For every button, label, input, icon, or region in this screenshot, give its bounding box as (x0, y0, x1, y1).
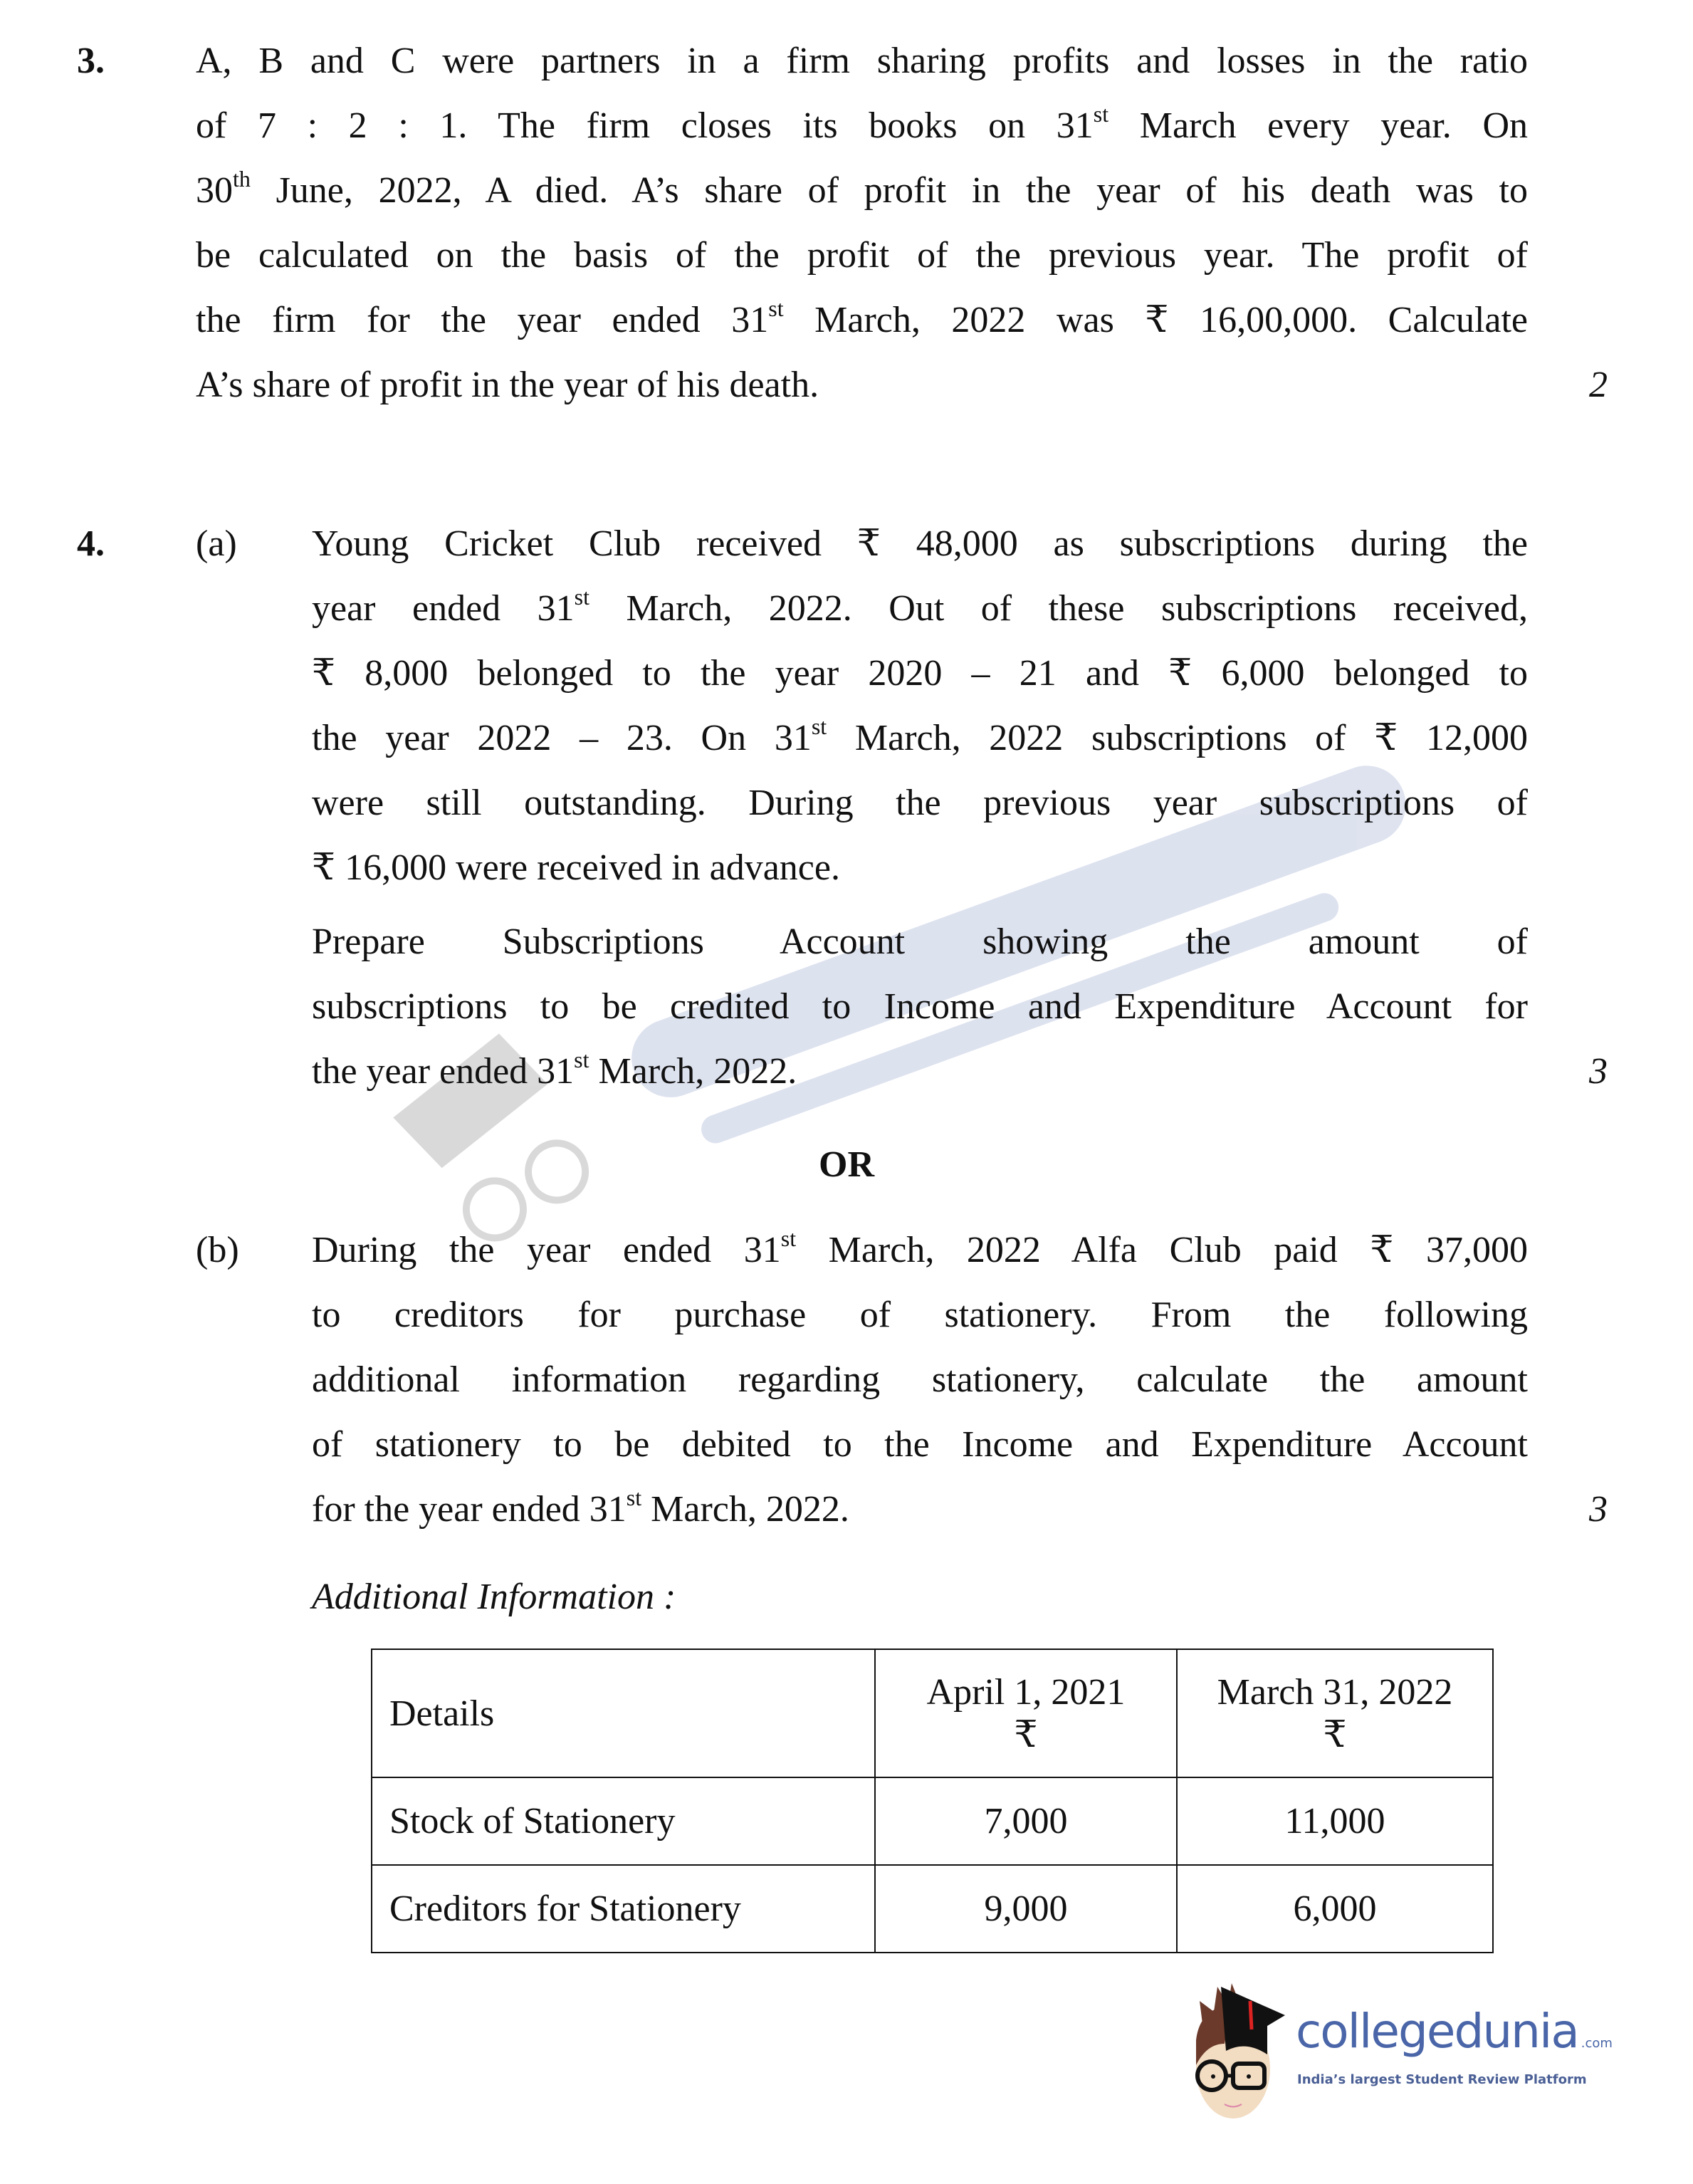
row-value: 9,000 (875, 1865, 1177, 1953)
header-label: April 1, 2021 (926, 1671, 1126, 1713)
ordinal-superscript: st (1093, 101, 1109, 127)
header-march-2022 (1177, 1649, 1493, 1777)
stationery-table (371, 1649, 1494, 1953)
collegedunia-logo (1182, 1973, 1680, 2136)
text-line: to creditors for purchase of stationery. From the following (312, 1295, 1528, 1335)
additional-information-label: Additional Information : (312, 1577, 676, 1617)
table-row (372, 1865, 1493, 1953)
logo-brand-text: collegedunia (1296, 2004, 1578, 2059)
row-value: 7,000 (875, 1777, 1177, 1865)
ordinal-superscript: th (233, 166, 251, 192)
text-line: ₹ 16,000 were received in advance. (312, 847, 840, 888)
text-line: of stationery to be debited to the Income and Expenditure Account (312, 1424, 1528, 1465)
question-3-number: 3. (77, 41, 105, 81)
table-header-row (372, 1649, 1493, 1777)
question-4b-text (312, 1218, 1528, 1542)
header-label: Details (389, 1693, 495, 1734)
text-line: the year ended 31st March, 2022. (312, 1047, 797, 1092)
text-line: the year 2022 – 23. On 31st March, 2022 subscriptions of ₹ 12,000 (312, 714, 1528, 758)
text-line: Young Cricket Club received ₹ 48,000 as subscriptions during the (312, 523, 1528, 564)
text-line: A, B and C were partners in a firm sharing profits and losses in the ratio (196, 41, 1528, 81)
question-4a-label: (a) (196, 523, 237, 564)
text-line: A’s share of profit in the year of his death. (196, 365, 819, 405)
ordinal-superscript: st (768, 296, 784, 321)
text-line: year ended 31st March, 2022. Out of these subscriptions received, (312, 584, 1529, 629)
text-line: of 7 : 2 : 1. The firm closes its books on 31st March every year. On (196, 101, 1528, 146)
question-4a-instruction (312, 909, 1528, 1104)
header-details (372, 1649, 875, 1777)
ordinal-superscript: st (574, 1047, 589, 1072)
row-label: Stock of Stationery (372, 1777, 875, 1865)
text-line: be calculated on the basis of the profit of the previous year. The profit of (196, 235, 1528, 276)
text-line: were still outstanding. During the previous year subscriptions of (312, 783, 1528, 823)
logo-suffix: .com (1581, 2036, 1613, 2051)
header-unit: ₹ (1014, 1714, 1038, 1755)
question-4a-marks: 3 (1589, 1051, 1608, 1092)
question-3-marks: 2 (1589, 365, 1608, 405)
row-value: 11,000 (1177, 1777, 1493, 1865)
or-separator: OR (819, 1144, 874, 1185)
text-line: additional information regarding stationery, calculate the amount (312, 1359, 1528, 1400)
ordinal-superscript: st (574, 584, 590, 610)
question-4b-marks: 3 (1589, 1489, 1608, 1530)
header-unit: ₹ (1323, 1714, 1347, 1755)
text-line: Prepare Subscriptions Account showing the amount of (312, 921, 1528, 962)
header-label: March 31, 2022 (1217, 1671, 1453, 1713)
question-4a-text (312, 511, 1528, 900)
text-line: ₹ 8,000 belonged to the year 2020 – 21 and ₹ 6,000 belonged to (312, 653, 1528, 694)
text-line: 30th June, 2022, A died. A’s share of profit in the year of his death was to (196, 166, 1528, 211)
text-line: for the year ended 31st March, 2022. (312, 1485, 849, 1530)
question-3-text (196, 28, 1528, 417)
question-4b-label: (b) (196, 1230, 239, 1270)
row-value: 6,000 (1177, 1865, 1493, 1953)
logo-tagline: India’s largest Student Review Platform (1297, 2072, 1587, 2087)
ordinal-superscript: st (626, 1485, 642, 1510)
logo-brand (1296, 2004, 1613, 2059)
row-label: Creditors for Stationery (372, 1865, 875, 1953)
header-april-2021 (875, 1649, 1177, 1777)
question-4-number: 4. (77, 523, 105, 564)
text-line: subscriptions to be credited to Income and Expenditure Account for (312, 986, 1528, 1027)
ordinal-superscript: st (780, 1226, 797, 1251)
text-line: During the year ended 31st March, 2022 Alfa Club paid ₹ 37,000 (312, 1226, 1528, 1270)
text-line: the firm for the year ended 31st March, 2022 was ₹ 16,00,000. Calculate (196, 296, 1528, 340)
ordinal-superscript: st (811, 714, 827, 739)
mascot-icon (1182, 1973, 1289, 2136)
table-row (372, 1777, 1493, 1865)
